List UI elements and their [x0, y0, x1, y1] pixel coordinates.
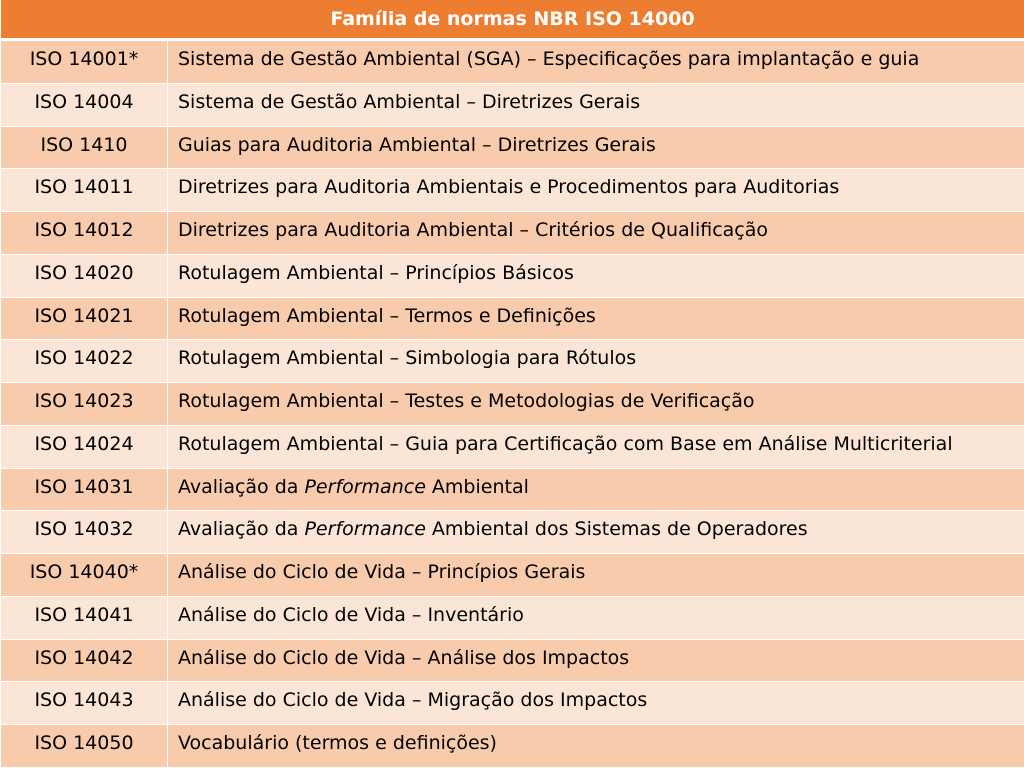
- table-row: [1, 596, 1024, 639]
- table-row: [1, 254, 1024, 297]
- description-text: Ambiental dos Sistemas de Operadores: [425, 518, 808, 541]
- standard-description: Análise do Ciclo de Vida – Inventário: [168, 596, 1024, 639]
- table-row: [1, 639, 1024, 682]
- standard-code: ISO 14012: [1, 212, 168, 255]
- standard-description: Sistema de Gestão Ambiental – Diretrizes Gerais: [168, 83, 1024, 126]
- standard-description: Rotulagem Ambiental – Testes e Metodologias de Verificação: [168, 383, 1024, 426]
- standard-description: Guias para Auditoria Ambiental – Diretrizes Gerais: [168, 126, 1024, 169]
- description-emphasis: Performance: [304, 518, 426, 541]
- table-header-row: [1, 0, 1024, 40]
- table-row: [1, 383, 1024, 426]
- standard-code: ISO 14031: [1, 468, 168, 511]
- standard-code: ISO 14020: [1, 254, 168, 297]
- table-row: [1, 297, 1024, 340]
- table-row: [1, 40, 1024, 84]
- standard-code: ISO 14023: [1, 383, 168, 426]
- standard-description: Diretrizes para Auditoria Ambientais e Procedimentos para Auditorias: [168, 169, 1024, 212]
- table-row: [1, 554, 1024, 597]
- standard-description: Rotulagem Ambiental – Termos e Definições: [168, 297, 1024, 340]
- table-row: [1, 169, 1024, 212]
- description-emphasis: Performance: [304, 475, 426, 498]
- table-row: [1, 212, 1024, 255]
- standard-description: Rotulagem Ambiental – Princípios Básicos: [168, 254, 1024, 297]
- standard-description: [168, 468, 1024, 511]
- table-row: [1, 468, 1024, 511]
- standard-description: Rotulagem Ambiental – Simbologia para Rótulos: [168, 340, 1024, 383]
- standard-description: [168, 511, 1024, 554]
- standard-description: Análise do Ciclo de Vida – Migração dos Impactos: [168, 682, 1024, 725]
- standard-code: ISO 14021: [1, 297, 168, 340]
- standard-description: Diretrizes para Auditoria Ambiental – Critérios de Qualificação: [168, 212, 1024, 255]
- standard-code: ISO 14050: [1, 725, 168, 768]
- table-title: Família de normas NBR ISO 14000: [1, 0, 1024, 40]
- standard-code: ISO 14011: [1, 169, 168, 212]
- standard-description: Análise do Ciclo de Vida – Análise dos Impactos: [168, 639, 1024, 682]
- table-row: [1, 126, 1024, 169]
- standard-code: ISO 14022: [1, 340, 168, 383]
- standard-code: ISO 14001*: [1, 40, 168, 84]
- description-text: Avaliação da: [178, 475, 305, 498]
- table-row: [1, 83, 1024, 126]
- standard-code: ISO 14041: [1, 596, 168, 639]
- standard-code: ISO 1410: [1, 126, 168, 169]
- standard-code: ISO 14042: [1, 639, 168, 682]
- standard-code: ISO 14032: [1, 511, 168, 554]
- table-row: [1, 725, 1024, 768]
- standard-description: Rotulagem Ambiental – Guia para Certificação com Base em Análise Multicriterial: [168, 425, 1024, 468]
- standard-code: ISO 14004: [1, 83, 168, 126]
- standard-description: Análise do Ciclo de Vida – Princípios Gerais: [168, 554, 1024, 597]
- standard-code: ISO 14024: [1, 425, 168, 468]
- standard-code: ISO 14040*: [1, 554, 168, 597]
- table-row: [1, 340, 1024, 383]
- table-row: [1, 511, 1024, 554]
- table-row: [1, 425, 1024, 468]
- description-text: Ambiental: [425, 475, 529, 498]
- standard-code: ISO 14043: [1, 682, 168, 725]
- standard-description: Sistema de Gestão Ambiental (SGA) – Especificações para implantação e guia: [168, 40, 1024, 84]
- table-row: [1, 682, 1024, 725]
- standard-description: Vocabulário (termos e definições): [168, 725, 1024, 768]
- description-text: Avaliação da: [178, 518, 305, 541]
